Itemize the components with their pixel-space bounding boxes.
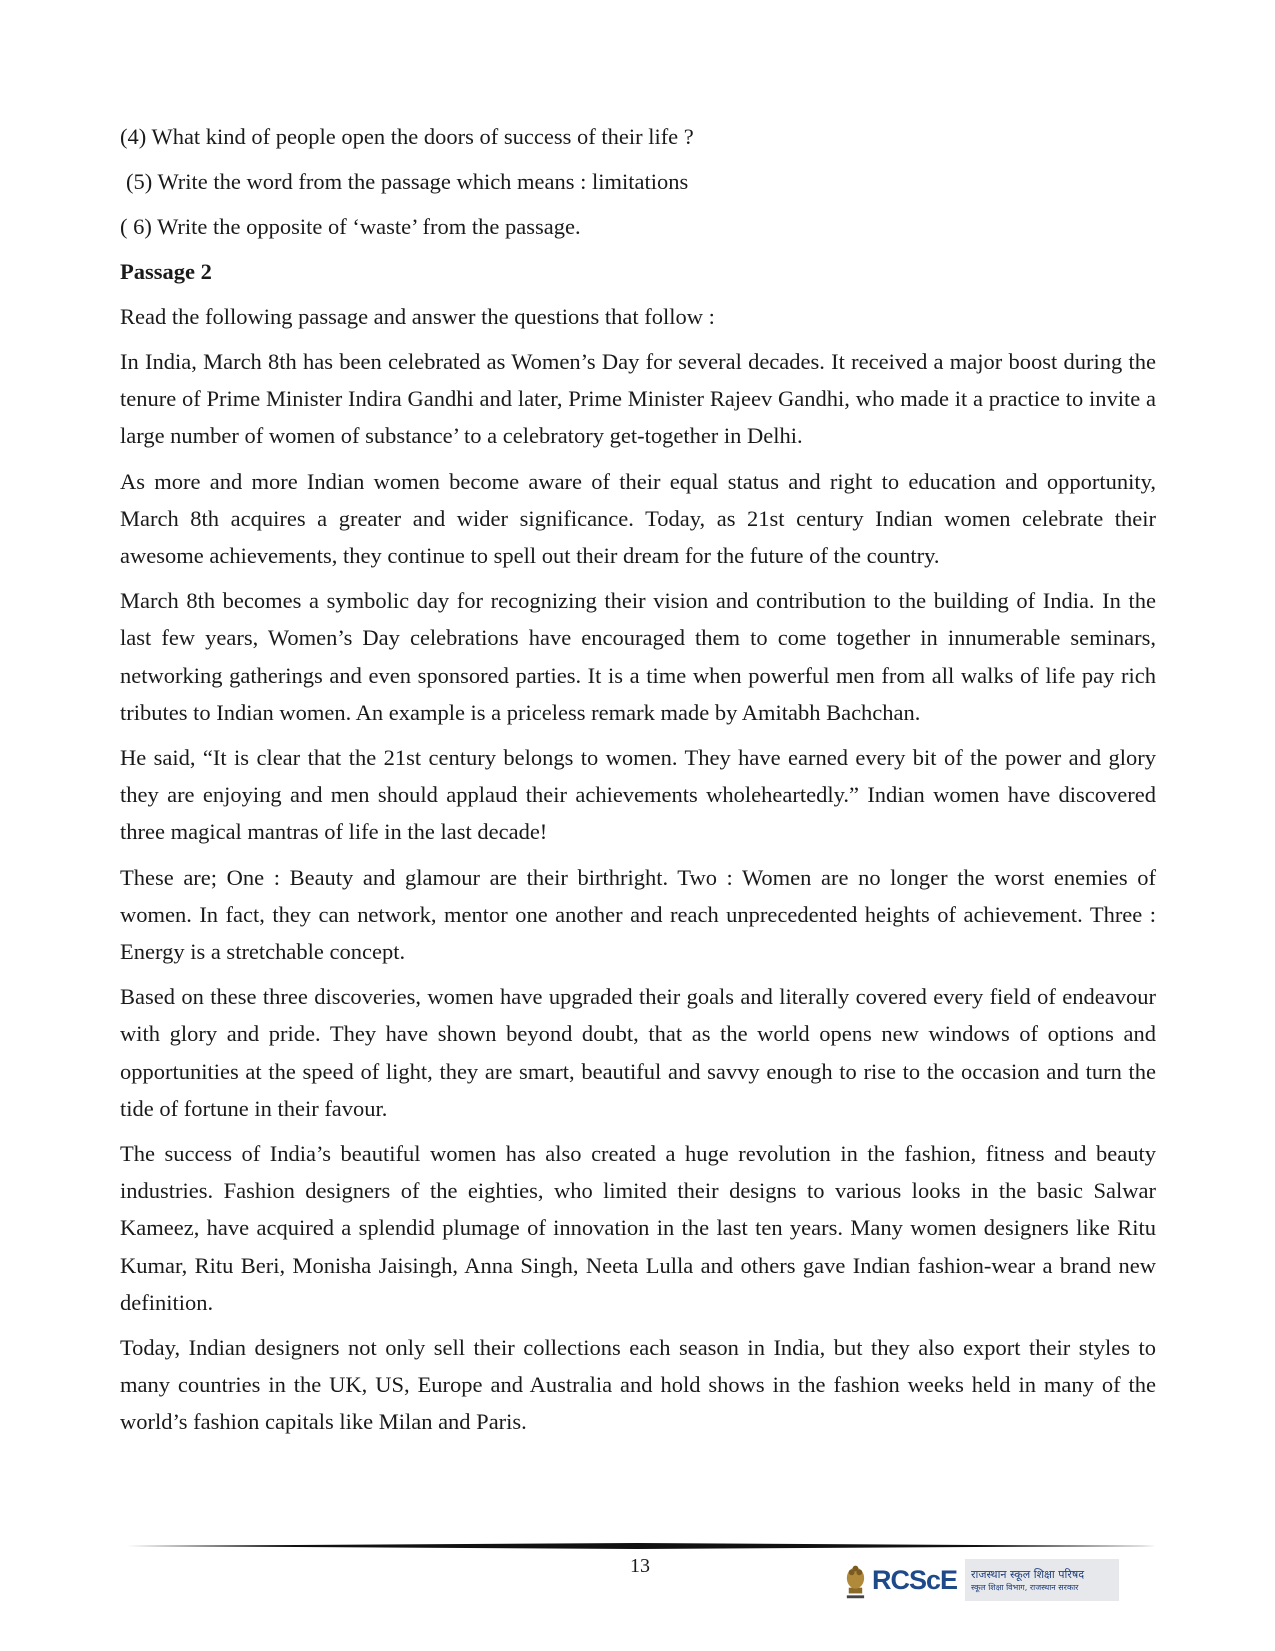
passage-paragraph-1: In India, March 8th has been celebrated as Women’s Day for several decades. It received a major boost during the tenure of Prime Minister Indira Gandhi and later, Prime Minister Rajeev Gandhi, who made it a practice to invite a large number of women of substance’ to a celebratory get-together in Delhi. bbox=[120, 349, 1156, 449]
passage-heading: Passage 2 bbox=[120, 259, 212, 284]
page-number: 13 bbox=[630, 1555, 650, 1577]
passage-paragraph-2: As more and more Indian women become aware of their equal status and right to education and opportunity, March 8th acquires a greater and wider significance. Today, as 21st century Indian women celebrate their awesome achievements, they continue to spell out their dream for the future of the country. bbox=[120, 468, 1156, 569]
passage-paragraph-5: These are; One : Beauty and glamour are their birthright. Two : Women are no longer the worst enemies of women. In fact, they can network, mentor one another and reach unprecedented heights of achievement. Three : Energy is a stretchable concept. bbox=[120, 864, 1156, 965]
question-6: ( 6) Write the opposite of ‘waste’ from the passage. bbox=[120, 214, 581, 239]
logo-wordmark: RCScE bbox=[871, 1564, 957, 1595]
passage-paragraph-6: Based on these three discoveries, women have upgraded their goals and literally covered every field of endeavour with glory and pride. They have shown beyond doubt, that as the world opens new windows of options and opportunities at the speed of light, they are smart, beautiful and savvy enough to rise to the occasion and turn the tide of fortune in their favour. bbox=[120, 984, 1156, 1121]
passage-paragraph-3: March 8th becomes a symbolic day for recognizing their vision and contribution to the building of India. In the last few years, Women’s Day celebrations have encouraged them to come together in innumerable seminars, networking gatherings and even sponsored parties. It is a time when powerful men from all walks of life pay rich tributes to Indian women. An example is a priceless remark made by Amitabh Bachchan. bbox=[120, 588, 1156, 725]
question-4: (4) What kind of people open the doors of success of their life ? bbox=[120, 124, 694, 149]
passage-paragraph-4: He said, “It is clear that the 21st century belongs to women. They have earned every bit of the power and glory they are enjoying and men should applaud their achievements wholeheartedly.” Indian women have discovered three magical mantras of life in the last decade! bbox=[120, 745, 1156, 845]
rcsce-logo bbox=[843, 1556, 1119, 1604]
national-emblem-icon bbox=[843, 1558, 868, 1602]
logo-hindi-line-2: स्कूल शिक्षा विभाग, राजस्थान सरकार bbox=[970, 1582, 1079, 1592]
footer-divider bbox=[120, 1543, 1156, 1549]
page-content bbox=[120, 118, 1156, 1449]
question-5: (5) Write the word from the passage which means : limitations bbox=[126, 169, 689, 194]
passage-paragraph-8: Today, Indian designers not only sell their collections each season in India, but they also export their styles to many countries in the UK, US, Europe and Australia and hold shows in the fashion weeks held in many of the world’s fashion capitals like Milan and Paris. bbox=[120, 1335, 1156, 1435]
logo-subtitle bbox=[965, 1559, 1119, 1601]
logo-hindi-line-1: राजस्थान स्कूल शिक्षा परिषद bbox=[970, 1567, 1085, 1581]
passage-paragraph-7: The success of India’s beautiful women has also created a huge revolution in the fashion, fitness and beauty industries. Fashion designers of the eighties, who limited their designs to various looks in the basic Salwar Kameez, have acquired a splendid plumage of innovation in the last ten years. Many women designers like Ritu Kumar, Ritu Beri, Monisha Jaisingh, Anna Singh, Neeta Lulla and others gave Indian fashion-wear a brand new definition. bbox=[120, 1141, 1156, 1315]
passage-instruction: Read the following passage and answer the questions that follow : bbox=[120, 304, 715, 329]
